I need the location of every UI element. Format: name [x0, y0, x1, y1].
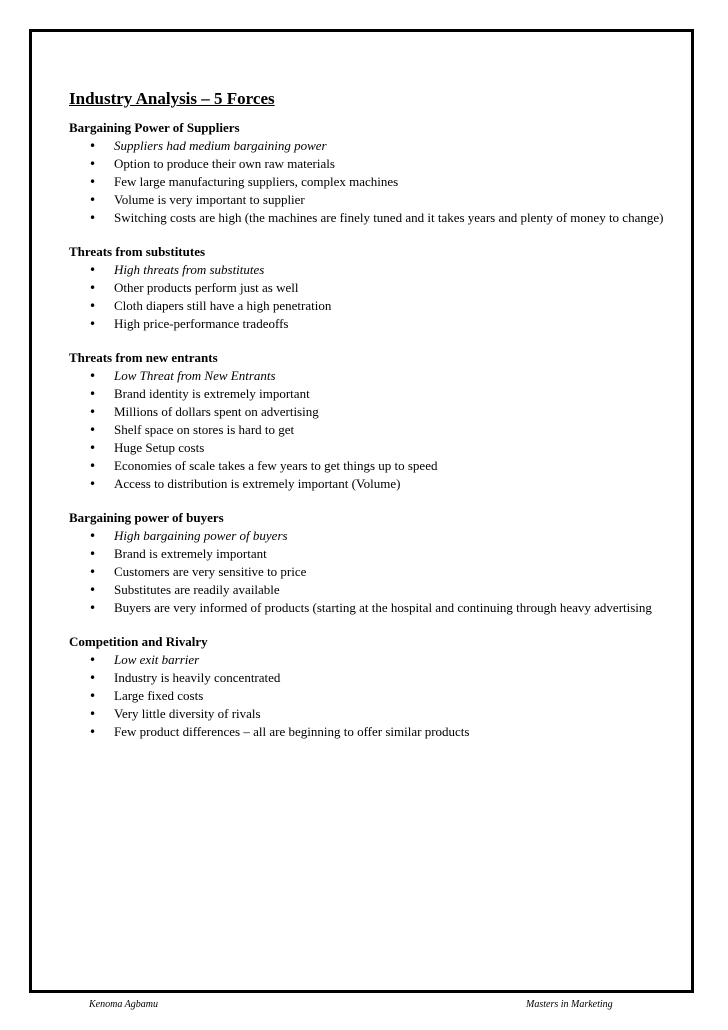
- bullet-icon: •: [89, 423, 97, 437]
- bullet-icon: •: [89, 193, 97, 207]
- document-body: [69, 88, 679, 757]
- bullet-icon: •: [89, 387, 97, 401]
- list-item: • Access to distribution is extremely important (Volume): [89, 476, 401, 491]
- list-item: • High bargaining power of buyers: [89, 528, 288, 543]
- list-item: • Option to produce their own raw materials: [89, 156, 335, 171]
- list-item: • Brand is extremely important: [89, 546, 267, 561]
- bullet-list: [69, 367, 679, 493]
- list-item: • Millions of dollars spent on advertising: [89, 404, 319, 419]
- list-item: • Buyers are very informed of products (starting at the hospital and continuing through heavy advertising: [89, 600, 652, 615]
- bullet-icon: •: [89, 441, 97, 455]
- bullet-list: [69, 527, 679, 617]
- list-item: • Low exit barrier: [89, 652, 200, 667]
- bullet-icon: •: [89, 671, 97, 685]
- page-title: Industry Analysis – 5 Forces: [69, 89, 275, 108]
- list-item: • Switching costs are high (the machines are finely tuned and it takes years and plenty of money to change): [89, 210, 664, 225]
- bullet-icon: •: [89, 369, 97, 383]
- section-heading: Threats from new entrants: [69, 350, 218, 365]
- bullet-icon: •: [89, 263, 97, 277]
- list-item: • Economies of scale takes a few years to get things up to speed: [89, 458, 438, 473]
- bullet-list: [69, 261, 679, 333]
- list-item: • Very little diversity of rivals: [89, 706, 261, 721]
- bullet-icon: •: [89, 459, 97, 473]
- list-item: • High threats from substitutes: [89, 262, 265, 277]
- section-heading: Competition and Rivalry: [69, 634, 208, 649]
- list-item: • Few large manufacturing suppliers, complex machines: [89, 174, 399, 189]
- section-new-entrants: [69, 349, 679, 493]
- bullet-icon: •: [89, 299, 97, 313]
- list-item: • Volume is very important to supplier: [89, 192, 305, 207]
- list-item: • Substitutes are readily available: [89, 582, 280, 597]
- list-item: • Few product differences – all are beginning to offer similar products: [89, 724, 470, 739]
- bullet-icon: •: [89, 707, 97, 721]
- bullet-icon: •: [89, 547, 97, 561]
- bullet-icon: •: [89, 653, 97, 667]
- bullet-icon: •: [89, 477, 97, 491]
- list-item: • Huge Setup costs: [89, 440, 205, 455]
- list-item: • Cloth diapers still have a high penetration: [89, 298, 332, 313]
- list-item: • Shelf space on stores is hard to get: [89, 422, 295, 437]
- section-rivalry: [69, 633, 679, 741]
- bullet-icon: •: [89, 689, 97, 703]
- list-item: • Low Threat from New Entrants: [89, 368, 276, 383]
- bullet-icon: •: [89, 281, 97, 295]
- section-heading: Threats from substitutes: [69, 244, 206, 259]
- footer-program: Masters in Marketing: [526, 999, 613, 1010]
- bullet-icon: •: [89, 211, 97, 225]
- section-heading: Bargaining power of buyers: [69, 510, 224, 525]
- bullet-icon: •: [89, 565, 97, 579]
- list-item: • Brand identity is extremely important: [89, 386, 310, 401]
- list-item: • Customers are very sensitive to price: [89, 564, 307, 579]
- list-item: • Industry is heavily concentrated: [89, 670, 281, 685]
- bullet-icon: •: [89, 583, 97, 597]
- bullet-icon: •: [89, 405, 97, 419]
- section-substitutes: [69, 243, 679, 333]
- section-heading: Bargaining Power of Suppliers: [69, 120, 240, 135]
- bullet-icon: •: [89, 317, 97, 331]
- bullet-icon: •: [89, 725, 97, 739]
- list-item: • Large fixed costs: [89, 688, 204, 703]
- section-buyers: [69, 509, 679, 617]
- bullet-list: [69, 651, 679, 741]
- bullet-icon: •: [89, 601, 97, 615]
- list-item: • Other products perform just as well: [89, 280, 299, 295]
- section-suppliers: [69, 119, 679, 227]
- list-item: • Suppliers had medium bargaining power: [89, 138, 327, 153]
- bullet-icon: •: [89, 139, 97, 153]
- bullet-list: [69, 137, 679, 227]
- bullet-icon: •: [89, 175, 97, 189]
- bullet-icon: •: [89, 529, 97, 543]
- bullet-icon: •: [89, 157, 97, 171]
- footer-author: Kenoma Agbamu: [89, 999, 158, 1010]
- list-item: • High price-performance tradeoffs: [89, 316, 289, 331]
